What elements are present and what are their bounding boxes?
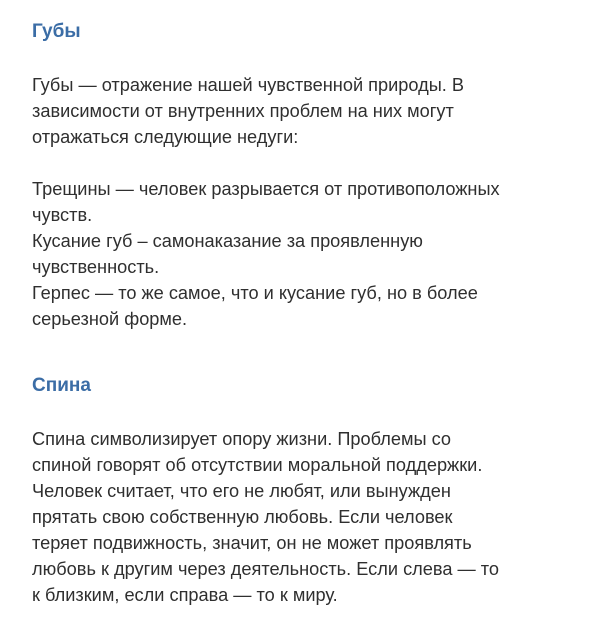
text-line: чувственность. (32, 257, 160, 277)
text-line: Трещины — человек разрывается от противоположных (32, 179, 500, 199)
lips-ailments-paragraph (32, 176, 592, 332)
text-line: Кусание губ – самонаказание за проявленную (32, 231, 423, 251)
text-line: любовь к другим через деятельность. Если слева — то (32, 559, 500, 579)
text-line: отражаться следующие недуги: (32, 127, 299, 147)
text-line: зависимости от внутренних проблем на них могут (32, 101, 454, 121)
text-line: Герпес — то же самое, что и кусание губ, но в более (32, 283, 478, 303)
section-title-back: Спина (32, 375, 91, 396)
text-line: к близким, если справа — то к миру. (32, 585, 338, 605)
text-line: прятать свою собственную любовь. Если человек (32, 507, 453, 527)
text-line: Спина символизирует опору жизни. Проблемы со (32, 429, 452, 449)
text-line: серьезной форме. (32, 309, 188, 329)
section-title-lips: Губы (32, 21, 81, 42)
lips-intro-paragraph (32, 72, 592, 150)
back-paragraph (32, 426, 592, 608)
text-line: спиной говорят об отсутствии моральной поддержки. (32, 455, 483, 475)
text-line: теряет подвижность, значит, он не может проявлять (32, 533, 472, 553)
text-line: Человек считает, что его не любят, или вынужден (32, 481, 451, 501)
text-line: Губы — отражение нашей чувственной природы. В (32, 75, 465, 95)
text-line: чувств. (32, 205, 93, 225)
